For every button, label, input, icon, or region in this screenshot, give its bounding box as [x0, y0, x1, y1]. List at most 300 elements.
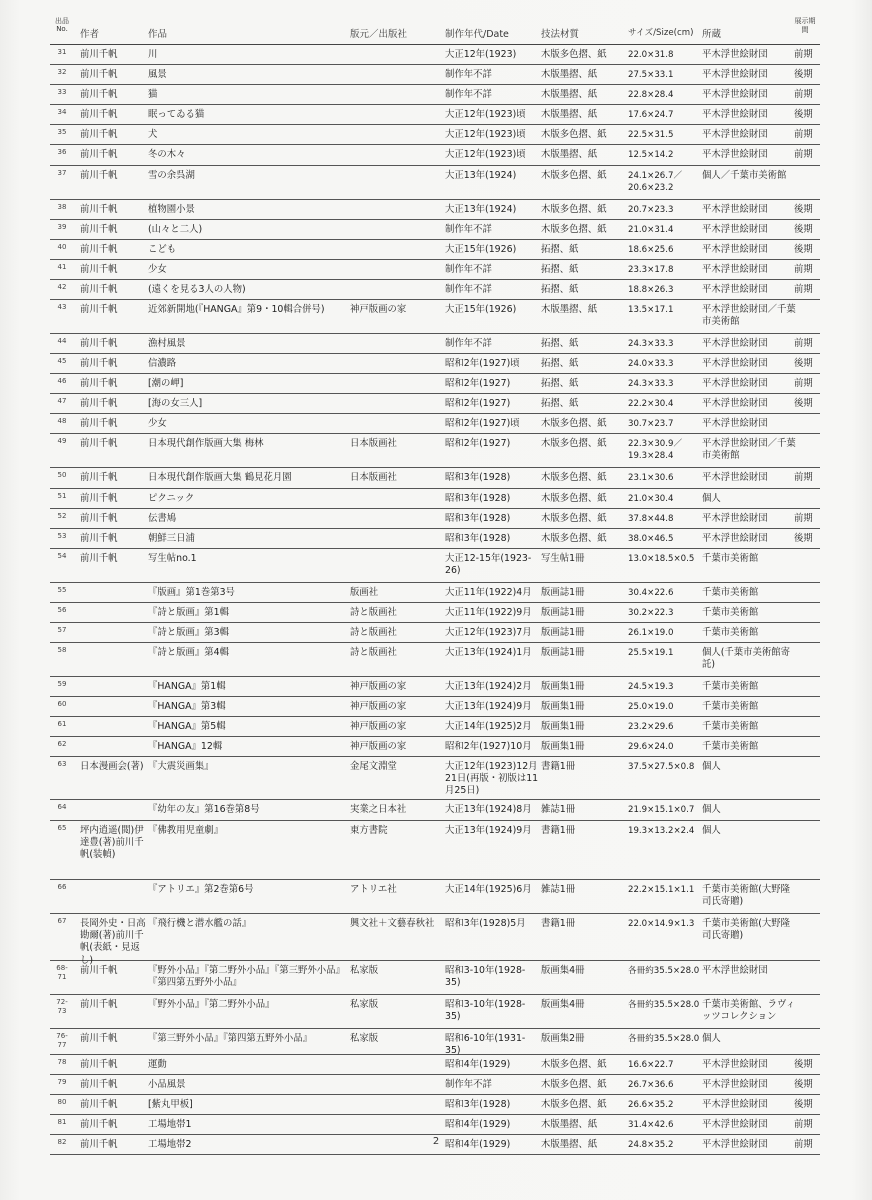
- header-size: サイズ/Size(cm): [628, 28, 694, 38]
- row-size: 22.0×31.8: [628, 50, 674, 60]
- row-size: 各冊約35.5×28.0: [628, 966, 700, 976]
- row-publisher: 私家版: [350, 999, 379, 1010]
- row-date: 大正13年(1924)2月: [445, 681, 532, 692]
- row-technique: 木版多色摺、紙: [541, 438, 607, 449]
- page-number: 2: [432, 1136, 440, 1147]
- row-period: 前期: [794, 338, 813, 349]
- row-title: 朝鮮三日浦: [148, 533, 195, 544]
- row-title: 工場地帯1: [148, 1119, 192, 1130]
- row-period: 前期: [794, 149, 813, 160]
- row-date: 昭和3年(1928): [445, 472, 511, 483]
- row-title: 植物園小景: [148, 204, 195, 215]
- row-title: 日本現代創作版画大集 梅林: [148, 438, 264, 449]
- row-size: 12.5×14.2: [628, 150, 674, 160]
- row-technique: 拓摺、紙: [541, 358, 579, 369]
- row-owner: 平木浮世絵財団: [702, 338, 768, 349]
- row-owner: 千葉市美術館、ラヴィッツコレクション: [702, 999, 796, 1023]
- row-title: 『HANGA』第5輯: [148, 721, 226, 732]
- row-date: 大正12年(1923)7月: [445, 627, 532, 638]
- row-title: [海の女三人]: [148, 398, 203, 409]
- row-owner: 平木浮世絵財団／千葉市美術館: [702, 438, 796, 462]
- row-number: 62: [57, 740, 67, 748]
- row-artist: 前川千帆: [80, 149, 118, 160]
- row-date: 昭和3年(1928): [445, 1099, 511, 1110]
- row-size: 30.2×22.3: [628, 608, 674, 618]
- row-date: 大正13年(1924)9月: [445, 701, 532, 712]
- row-owner: 個人: [702, 761, 721, 772]
- row-number: 82: [57, 1138, 67, 1146]
- row-date: 制作年不詳: [445, 338, 492, 349]
- row-number: 31: [57, 48, 67, 56]
- table-row: [50, 394, 820, 414]
- header-owner: 所蔵: [702, 29, 722, 40]
- row-size: 18.6×25.6: [628, 245, 674, 255]
- row-number: 41: [57, 263, 67, 271]
- row-technique: 版画誌1冊: [541, 607, 585, 618]
- table-row: [50, 697, 820, 717]
- row-technique: 雑誌1冊: [541, 884, 576, 895]
- row-date: 昭和3年(1928): [445, 493, 511, 504]
- row-date: 昭和2年(1927)頃: [445, 418, 520, 429]
- row-period: 後期: [794, 69, 813, 80]
- row-artist: 前川千帆: [80, 204, 118, 215]
- row-number: 45: [57, 357, 67, 365]
- row-size: 24.1×26.7／20.6×23.2: [628, 171, 683, 194]
- row-technique: 木版多色摺、紙: [541, 472, 607, 483]
- table-row: [50, 354, 820, 374]
- row-title: [紫丸甲板]: [148, 1099, 193, 1110]
- table-row: [50, 65, 820, 85]
- row-date: 大正13年(1924)9月: [445, 825, 532, 836]
- row-date: 大正12-15年(1923-26): [445, 553, 532, 577]
- row-size: 31.4×42.6: [628, 1120, 674, 1130]
- row-size: 21.0×30.4: [628, 494, 674, 504]
- row-technique: 木版多色摺、紙: [541, 1099, 607, 1110]
- row-date: 大正12年(1923)頃: [445, 149, 526, 160]
- row-number: 58: [57, 646, 67, 654]
- row-artist: 前川千帆: [80, 129, 118, 140]
- row-title: 信濃路: [148, 358, 177, 369]
- row-technique: 木版墨摺、紙: [541, 304, 598, 315]
- row-date: 大正15年(1926): [445, 304, 517, 315]
- row-title: 雪の余呉湖: [148, 170, 195, 181]
- row-size: 26.1×19.0: [628, 628, 674, 638]
- row-date: 大正13年(1924): [445, 170, 517, 181]
- row-artist: 前川千帆: [80, 69, 118, 80]
- row-technique: 木版墨摺、紙: [541, 109, 598, 120]
- row-owner: 平木浮世絵財団: [702, 1059, 768, 1070]
- row-artist: 前川千帆: [80, 438, 118, 449]
- table-row: [50, 145, 820, 166]
- row-size: 37.5×27.5×0.8: [628, 762, 695, 772]
- row-technique: 版画集4冊: [541, 999, 585, 1010]
- row-technique: 拓摺、紙: [541, 398, 579, 409]
- row-number: 50: [57, 471, 67, 479]
- row-date: 制作年不詳: [445, 69, 492, 80]
- row-publisher: 私家版: [350, 965, 379, 976]
- row-artist: 日本漫画会(著): [80, 761, 144, 772]
- row-title: 眠ってゐる猫: [148, 109, 205, 120]
- row-period: 後期: [794, 109, 813, 120]
- exhibit-list-table: [50, 14, 820, 1155]
- row-date: 昭和2年(1927): [445, 398, 511, 409]
- row-date: 制作年不詳: [445, 224, 492, 235]
- row-number: 33: [57, 88, 67, 96]
- row-size: 26.7×36.6: [628, 1080, 674, 1090]
- row-title: 『野外小品』『第二野外小品』: [148, 999, 275, 1010]
- row-title: 小品風景: [148, 1079, 186, 1090]
- row-owner: 平木浮世絵財団: [702, 204, 768, 215]
- row-date: 大正12年(1923)頃: [445, 129, 526, 140]
- table-row: [50, 166, 820, 200]
- row-title: 日本現代創作版画大集 鶴見花月園: [148, 472, 292, 483]
- row-owner: 千葉市美術館: [702, 553, 759, 564]
- row-title: 少女: [148, 264, 167, 275]
- row-number: 78: [57, 1058, 67, 1066]
- row-owner: 平木浮世絵財団: [702, 1119, 768, 1130]
- row-title: 『佛教用児童劇』: [148, 825, 224, 836]
- row-publisher: 日本版画社: [350, 438, 397, 449]
- row-artist: 前川千帆: [80, 513, 118, 524]
- table-row: [50, 880, 820, 914]
- row-title: (山々と二人): [148, 224, 203, 235]
- row-technique: 版画誌1冊: [541, 587, 585, 598]
- row-size: 25.0×19.0: [628, 702, 674, 712]
- table-row: [50, 334, 820, 354]
- row-artist: 前川千帆: [80, 49, 118, 60]
- row-date: 昭和2年(1927): [445, 438, 511, 449]
- row-artist: 坪内逍遥(閲)伊達豊(著)前川千帆(装幀): [80, 825, 144, 861]
- row-technique: 木版多色摺、紙: [541, 1059, 607, 1070]
- table-row: [50, 374, 820, 394]
- row-owner: 千葉市美術館: [702, 587, 759, 598]
- row-size: 24.3×33.3: [628, 379, 674, 389]
- row-size: 29.6×24.0: [628, 742, 674, 752]
- header-period: 展示期間: [794, 17, 816, 34]
- row-technique: 木版多色摺、紙: [541, 49, 607, 60]
- header-date: 制作年代/Date: [445, 29, 509, 40]
- row-title: 『第三野外小品』『第四第五野外小品』: [148, 1033, 313, 1044]
- row-number: 76-77: [56, 1032, 68, 1049]
- row-owner: 平木浮世絵財団: [702, 244, 768, 255]
- row-technique: 写生帖1冊: [541, 553, 585, 564]
- table-row: [50, 961, 820, 995]
- table-row: [50, 603, 820, 623]
- table-row: [50, 85, 820, 105]
- row-number: 46: [57, 377, 67, 385]
- table-row: [50, 200, 820, 220]
- row-number: 68-71: [56, 964, 68, 981]
- row-title: 『アトリエ』第2巻第6号: [148, 884, 254, 895]
- row-title: 『版画』第1巻第3号: [148, 587, 235, 598]
- row-date: 制作年不詳: [445, 264, 492, 275]
- row-number: 66: [57, 883, 67, 891]
- row-title: 『HANGA』第1輯: [148, 681, 226, 692]
- row-date: 昭和2年(1927): [445, 378, 511, 389]
- row-size: 38.0×46.5: [628, 534, 674, 544]
- row-owner: 平木浮世絵財団: [702, 149, 768, 160]
- row-publisher: 金尾文淵堂: [350, 761, 397, 772]
- row-publisher: 実業之日本社: [350, 804, 407, 815]
- row-technique: 木版多色摺、紙: [541, 493, 607, 504]
- table-row: [50, 489, 820, 509]
- row-artist: 前川千帆: [80, 170, 118, 181]
- row-technique: 木版墨摺、紙: [541, 89, 598, 100]
- row-size: 24.0×33.3: [628, 359, 674, 369]
- table-row: [50, 125, 820, 145]
- row-artist: 前川千帆: [80, 1033, 118, 1044]
- table-row: [50, 260, 820, 280]
- row-artist: 前川千帆: [80, 244, 118, 255]
- row-date: 昭和4年(1929): [445, 1139, 511, 1150]
- row-number: 79: [57, 1078, 67, 1086]
- row-date: 昭和2年(1927)頃: [445, 358, 520, 369]
- row-title: 運動: [148, 1059, 167, 1070]
- row-owner: 千葉市美術館: [702, 627, 759, 638]
- row-publisher: 東方書院: [350, 825, 388, 836]
- row-owner: 平木浮世絵財団: [702, 284, 768, 295]
- row-technique: 木版多色摺、紙: [541, 1079, 607, 1090]
- row-size: 24.8×35.2: [628, 1140, 674, 1150]
- row-title: ピクニック: [148, 493, 195, 504]
- row-artist: 前川千帆: [80, 1119, 118, 1130]
- table-row: [50, 45, 820, 65]
- row-title: 猫: [148, 89, 158, 100]
- row-size: 26.6×35.2: [628, 1100, 674, 1110]
- row-owner: 個人: [702, 493, 721, 504]
- row-date: 制作年不詳: [445, 89, 492, 100]
- row-title: 工場地帯2: [148, 1139, 192, 1150]
- row-artist: 前川千帆: [80, 338, 118, 349]
- table-row: [50, 677, 820, 697]
- row-title: 『HANGA』第3輯: [148, 701, 226, 712]
- row-owner: 個人(千葉市美術館寄託): [702, 647, 791, 671]
- header-artist: 作者: [80, 29, 100, 40]
- row-period: 後期: [794, 533, 813, 544]
- table-row: [50, 623, 820, 643]
- row-technique: 版画集1冊: [541, 681, 585, 692]
- row-technique: 拓摺、紙: [541, 264, 579, 275]
- table-row: [50, 643, 820, 677]
- row-owner: 平木浮世絵財団: [702, 224, 768, 235]
- row-number: 63: [57, 760, 67, 768]
- row-date: 大正11年(1922)4月: [445, 587, 532, 598]
- row-owner: 千葉市美術館: [702, 681, 759, 692]
- row-date: 大正13年(1924)8月: [445, 804, 532, 815]
- row-date: 大正11年(1922)9月: [445, 607, 532, 618]
- row-number: 39: [57, 223, 67, 231]
- row-size: 21.9×15.1×0.7: [628, 805, 695, 815]
- table-row: [50, 717, 820, 737]
- row-owner: 平木浮世絵財団: [702, 1099, 768, 1110]
- row-number: 54: [57, 552, 67, 560]
- row-size: 24.3×33.3: [628, 339, 674, 349]
- row-number: 32: [57, 68, 67, 76]
- row-owner: 平木浮世絵財団: [702, 49, 768, 60]
- row-number: 51: [57, 492, 67, 500]
- header-publisher: 版元／出版社: [350, 29, 408, 40]
- row-publisher: 私家版: [350, 1033, 379, 1044]
- row-period: 後期: [794, 1099, 813, 1110]
- row-owner: 千葉市美術館: [702, 741, 759, 752]
- row-size: 22.0×14.9×1.3: [628, 919, 695, 929]
- row-title: 漁村風景: [148, 338, 186, 349]
- row-number: 36: [57, 148, 67, 156]
- row-publisher: 神戸版画の家: [350, 304, 407, 315]
- row-date: 昭和2年(1927)10月: [445, 741, 532, 752]
- row-number: 65: [57, 824, 67, 832]
- row-artist: 前川千帆: [80, 304, 118, 315]
- row-technique: 木版多色摺、紙: [541, 418, 607, 429]
- row-owner: 平木浮世絵財団: [702, 69, 768, 80]
- row-artist: 前川千帆: [80, 1079, 118, 1090]
- row-artist: 前川千帆: [80, 398, 118, 409]
- row-date: 大正14年(1925)2月: [445, 721, 532, 732]
- row-period: 後期: [794, 224, 813, 235]
- row-technique: 雑誌1冊: [541, 804, 576, 815]
- row-title: 『詩と版画』第4輯: [148, 647, 229, 658]
- row-artist: 前川千帆: [80, 965, 118, 976]
- header-no: 出品No.: [55, 17, 69, 33]
- row-date: 大正13年(1924): [445, 204, 517, 215]
- row-technique: 拓摺、紙: [541, 244, 579, 255]
- row-technique: 木版墨摺、紙: [541, 149, 598, 160]
- row-size: 20.7×23.3: [628, 205, 674, 215]
- table-row: [50, 468, 820, 489]
- row-number: 72-73: [56, 998, 68, 1015]
- row-size: 22.2×15.1×1.1: [628, 885, 695, 895]
- row-date: 昭和4年(1929): [445, 1119, 511, 1130]
- row-number: 80: [57, 1098, 67, 1106]
- row-owner: 平木浮世絵財団／千葉市美術館: [702, 304, 796, 328]
- row-artist: 前川千帆: [80, 1059, 118, 1070]
- row-title: こども: [148, 244, 177, 255]
- row-owner: 平木浮世絵財団: [702, 89, 768, 100]
- row-publisher: 神戸版画の家: [350, 721, 407, 732]
- row-size: 13.0×18.5×0.5: [628, 554, 695, 564]
- row-owner: 平木浮世絵財団: [702, 965, 768, 976]
- row-publisher: 版画社: [350, 587, 379, 598]
- table-row: [50, 1055, 820, 1075]
- table-row: [50, 583, 820, 603]
- row-technique: 木版多色摺、紙: [541, 224, 607, 235]
- row-publisher: アトリエ社: [350, 884, 397, 895]
- row-number: 81: [57, 1118, 67, 1126]
- row-number: 38: [57, 203, 67, 211]
- table-row: [50, 995, 820, 1029]
- row-owner: 平木浮世絵財団: [702, 1139, 768, 1150]
- row-date: 大正14年(1925)6月: [445, 884, 532, 895]
- table-row: [50, 800, 820, 821]
- row-artist: 長岡外史・日高勘爾(著)前川千帆(表紙・見返し): [80, 918, 146, 966]
- row-period: 前期: [794, 89, 813, 100]
- row-number: 49: [57, 437, 67, 445]
- row-technique: 拓摺、紙: [541, 284, 579, 295]
- row-artist: 前川千帆: [80, 493, 118, 504]
- row-owner: 平木浮世絵財団: [702, 109, 768, 120]
- row-title: 風景: [148, 69, 167, 80]
- row-size: 各冊約35.5×28.0: [628, 1034, 700, 1044]
- row-title: 写生帖no.1: [148, 553, 197, 564]
- row-size: 30.7×23.7: [628, 419, 674, 429]
- row-technique: 書籍1冊: [541, 918, 576, 929]
- row-number: 53: [57, 532, 67, 540]
- row-owner: 個人／千葉市美術館: [702, 170, 787, 181]
- row-period: 前期: [794, 378, 813, 389]
- row-owner: 千葉市美術館(大野隆司氏寄贈): [702, 884, 791, 908]
- row-title: 『HANGA』12輯: [148, 741, 223, 752]
- row-title: 『幼年の友』第16巻第8号: [148, 804, 260, 815]
- row-date: 昭和3-10年(1928-35): [445, 999, 526, 1023]
- row-date: 昭和3年(1928): [445, 513, 511, 524]
- row-title: 川: [148, 49, 158, 60]
- row-date: 大正15年(1926): [445, 244, 517, 255]
- row-number: 57: [57, 626, 67, 634]
- row-size: 13.5×17.1: [628, 305, 674, 315]
- row-technique: 木版多色摺、紙: [541, 170, 607, 181]
- row-number: 55: [57, 586, 67, 594]
- row-period: 前期: [794, 49, 813, 60]
- row-owner: 千葉市美術館: [702, 607, 759, 618]
- row-number: 59: [57, 680, 67, 688]
- row-date: 大正12年(1923)12月21日(再版・初版は11月25日): [445, 761, 539, 797]
- row-date: 昭和3-10年(1928-35): [445, 965, 526, 989]
- row-number: 52: [57, 512, 67, 520]
- row-owner: 平木浮世絵財団: [702, 129, 768, 140]
- row-period: 後期: [794, 244, 813, 255]
- row-title: 伝書鳩: [148, 513, 177, 524]
- row-size: 16.6×22.7: [628, 1060, 674, 1070]
- row-size: 19.3×13.2×2.4: [628, 826, 695, 836]
- row-publisher: 神戸版画の家: [350, 681, 407, 692]
- row-title: 『詩と版画』第3輯: [148, 627, 229, 638]
- row-artist: 前川千帆: [80, 999, 118, 1010]
- table-row: [50, 509, 820, 529]
- row-number: 42: [57, 283, 67, 291]
- row-period: 後期: [794, 358, 813, 369]
- row-title: (遠くを見る3人の人物): [148, 284, 246, 295]
- row-size: 22.8×28.4: [628, 90, 674, 100]
- row-artist: 前川千帆: [80, 284, 118, 295]
- row-publisher: 神戸版画の家: [350, 741, 407, 752]
- row-technique: 木版墨摺、紙: [541, 1139, 598, 1150]
- row-number: 37: [57, 169, 67, 177]
- row-owner: 平木浮世絵財団: [702, 533, 768, 544]
- row-date: 大正12年(1923): [445, 49, 517, 60]
- row-number: 61: [57, 720, 67, 728]
- row-artist: 前川千帆: [80, 358, 118, 369]
- row-technique: 版画集1冊: [541, 701, 585, 712]
- row-date: 昭和4年(1929): [445, 1059, 511, 1070]
- row-number: 44: [57, 337, 67, 345]
- table-row: [50, 240, 820, 260]
- row-technique: 書籍1冊: [541, 761, 576, 772]
- table-row: [50, 1029, 820, 1055]
- row-date: 昭和3年(1928): [445, 533, 511, 544]
- row-artist: 前川千帆: [80, 224, 118, 235]
- row-technique: 版画集1冊: [541, 741, 585, 752]
- row-size: 各冊約35.5×28.0: [628, 1000, 700, 1010]
- row-period: 後期: [794, 1059, 813, 1070]
- row-number: 35: [57, 128, 67, 136]
- row-number: 60: [57, 700, 67, 708]
- row-period: 前期: [794, 284, 813, 295]
- row-period: 前期: [794, 513, 813, 524]
- row-publisher: 日本版画社: [350, 472, 397, 483]
- row-technique: 木版多色摺、紙: [541, 204, 607, 215]
- table-row: [50, 549, 820, 583]
- table-row: [50, 434, 820, 468]
